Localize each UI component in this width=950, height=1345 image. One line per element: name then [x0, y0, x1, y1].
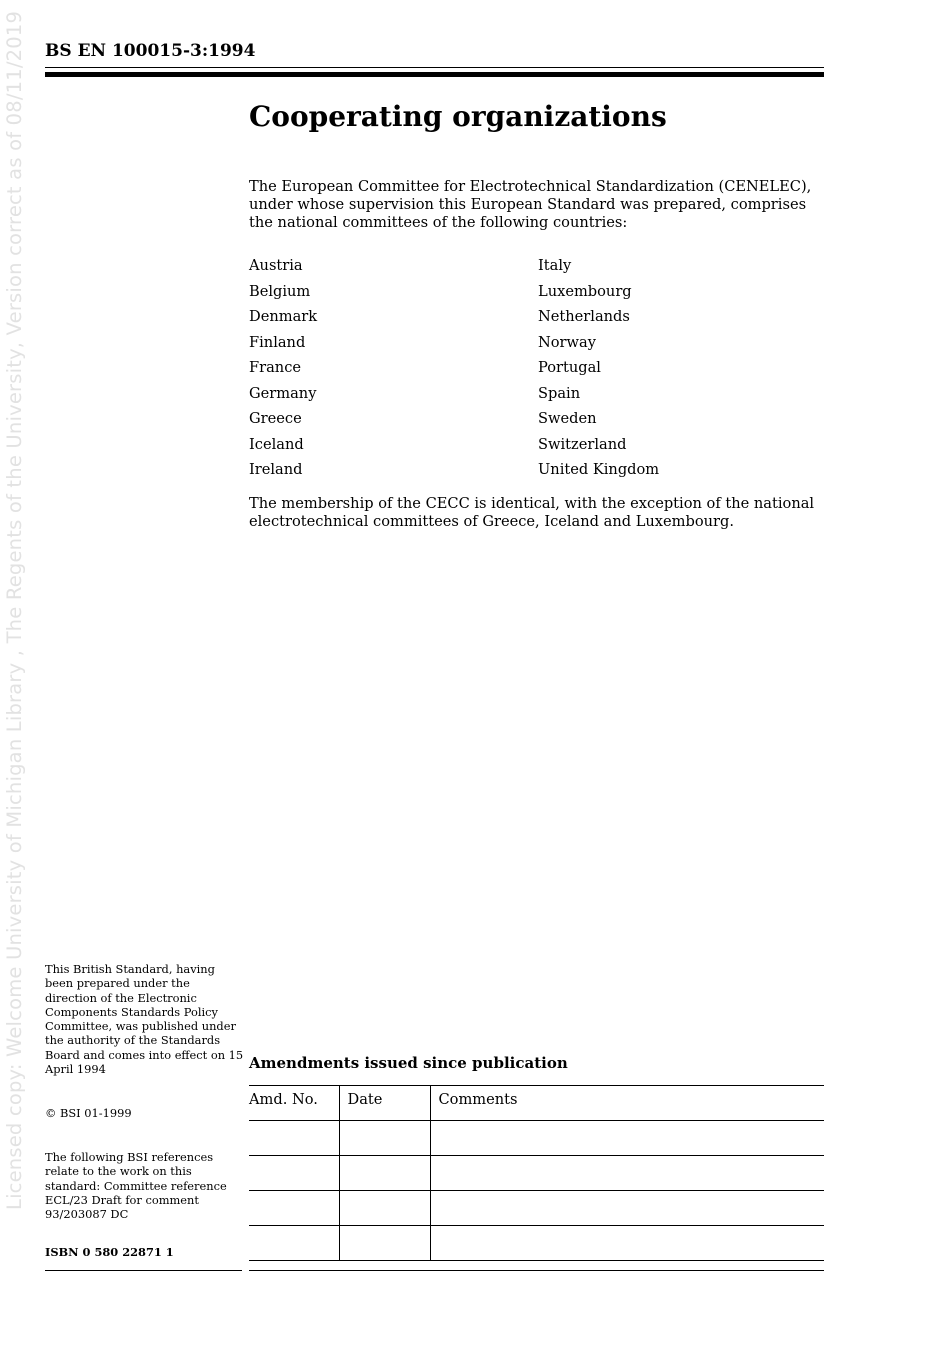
country-right: Sweden [538, 410, 597, 427]
footer-rule-right [249, 1270, 824, 1271]
table-cell [249, 1121, 339, 1156]
table-cell [339, 1121, 430, 1156]
page-title: Cooperating organizations [249, 100, 667, 133]
country-right: Netherlands [538, 308, 630, 325]
country-left: France [249, 359, 302, 376]
table-row [249, 1156, 824, 1191]
column-header: Date [339, 1086, 430, 1121]
header-rule-thin [45, 67, 824, 68]
intro-paragraph: The European Committee for Electrotechnical Standardization (CENELEC), under whose supervision this European Standard was prepared, comprises the national committees of the following countries: [249, 178, 812, 231]
country-right: Spain [538, 384, 581, 402]
table-cell [339, 1226, 430, 1261]
publication-note: This British Standard, having been prepared under the direction of the Electronic Components Standards Policy Committee, was published under the authority of the Standards Board and comes into effect on 15 April 1994 [45, 962, 244, 1077]
country-left: Germany [249, 384, 317, 402]
table-cell [430, 1226, 824, 1261]
table-cell [339, 1191, 430, 1226]
table-cell [430, 1156, 824, 1191]
country-left: Greece [249, 410, 302, 427]
country-left: Belgium [249, 282, 311, 300]
amendments-title: Amendments issued since publication [249, 1054, 568, 1072]
country-left: Iceland [249, 435, 304, 453]
country-left: Denmark [249, 308, 318, 325]
country-right: Portugal [538, 359, 601, 376]
column-header: Amd. No. [249, 1086, 339, 1121]
table-row [249, 1191, 824, 1226]
table-cell [249, 1191, 339, 1226]
country-right: Luxembourg [538, 282, 632, 300]
license-watermark: Licensed copy: Welcome University of Michigan Library , The Regents of the University, Version correct as of 08/11/2019 [3, 10, 26, 1210]
table-cell [430, 1121, 824, 1156]
country-right: Norway [538, 333, 596, 351]
isbn: ISBN 0 580 22871 1 [45, 1245, 174, 1259]
table-row [249, 1121, 824, 1156]
country-left: Finland [249, 333, 306, 351]
header-rule-thick [45, 72, 824, 77]
table-cell [339, 1156, 430, 1191]
table-header-row [249, 1086, 824, 1121]
table-cell [249, 1226, 339, 1261]
country-right: Italy [538, 257, 572, 274]
table-cell [430, 1191, 824, 1226]
footer-rule-left [45, 1270, 242, 1271]
country-right: United Kingdom [538, 461, 660, 478]
country-right: Switzerland [538, 435, 627, 453]
bsi-references: The following BSI references relate to the work on this standard: Committee reference ECL/23 Draft for comment 93/203087 DC [45, 1150, 227, 1222]
column-header: Comments [430, 1086, 824, 1121]
country-left: Austria [249, 257, 303, 274]
document-code: BS EN 100015-3:1994 [45, 41, 256, 61]
table-row [249, 1226, 824, 1261]
membership-paragraph: The membership of the CECC is identical, with the exception of the national electrotechnical committees of Greece, Iceland and Luxembourg. [249, 495, 815, 530]
country-left: Ireland [249, 461, 303, 478]
copyright-notice: © BSI 01-1999 [45, 1106, 132, 1120]
table-cell [249, 1156, 339, 1191]
amendments-table [249, 1085, 824, 1261]
